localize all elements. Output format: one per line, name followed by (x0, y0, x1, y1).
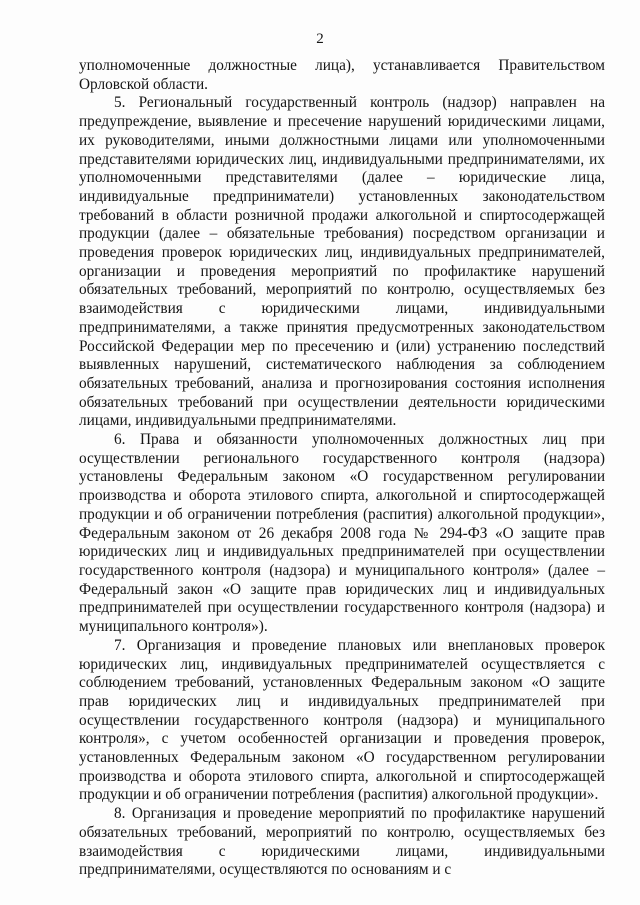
paragraph-6: 6. Права и обязанности уполномоченных должностных лиц при осуществлении регионального государственного контроля (надзора) установлены Федеральным законом «О государственном регулировании производства и оборота этилового спирта, алкогольной и спиртосодержащей продукции и об ограничении потребления (распития) алкогольной продукции», Федеральным законом от 26 декабря 2008 года № 294-ФЗ «О защите прав юридических лиц и индивидуальных предпринимателей при осуществлении государственного контроля (надзора) и муниципального контроля» (далее – Федеральный закон «О защите прав юридических лиц и индивидуальных предпринимателей при осуществлении государственного контроля (надзора) и муниципального контроля»). (79, 431, 605, 636)
document-body (79, 57, 605, 880)
paragraph-8: 8. Организация и проведение мероприятий по профилактике нарушений обязательных требований, мероприятий по контролю, осуществляемых без взаимодействия с юридическими лицами, индивидуальными предпринимателями, осуществляются по основаниям и с (79, 805, 605, 879)
paragraph-5: 5. Региональный государственный контроль (надзор) направлен на предупреждение, выявление и пресечение нарушений юридическими лицами, их руководителями, иными должностными лицами или уполномоченными представителями юридических лиц, индивидуальными предпринимателями, их уполномоченными представителями (далее – юридические лица, индивидуальные предприниматели) установленных законодательством требований в области розничной продажи алкогольной и спиртосодержащей продукции (далее – обязательные требования) посредством организации и проведения проверок юридических лиц, индивидуальных предпринимателей, организации и проведения мероприятий по профилактике нарушений обязательных требований, мероприятий по контролю, осуществляемых без взаимодействия с юридическими лицами, индивидуальными предпринимателями, а также принятия предусмотренных законодательством Российской Федерации мер по пресечению и (или) устранению последствий выявленных нарушений, систематического наблюдения за соблюдением обязательных требований, анализа и прогнозирования состояния исполнения обязательных требований при осуществлении деятельности юридическими лицами, индивидуальными предпринимателями. (79, 94, 605, 430)
paragraph-7: 7. Организация и проведение плановых или внеплановых проверок юридических лиц, индивидуальных предпринимателей осуществляется с соблюдением требований, установленных Федеральным законом «О защите прав юридических лиц и индивидуальных предпринимателей при осуществлении государственного контроля (надзора) и муниципального контроля», с учетом особенностей организации и проведения проверок, установленных Федеральным законом «О государственном регулировании производства и оборота этилового спирта, алкогольной и спиртосодержащей продукции и об ограничении потребления (распития) алкогольной продукции». (79, 636, 605, 804)
page-number: 2 (316, 31, 324, 47)
paragraph-continuation: уполномоченные должностные лица), устанавливается Правительством Орловской области. (79, 57, 605, 93)
